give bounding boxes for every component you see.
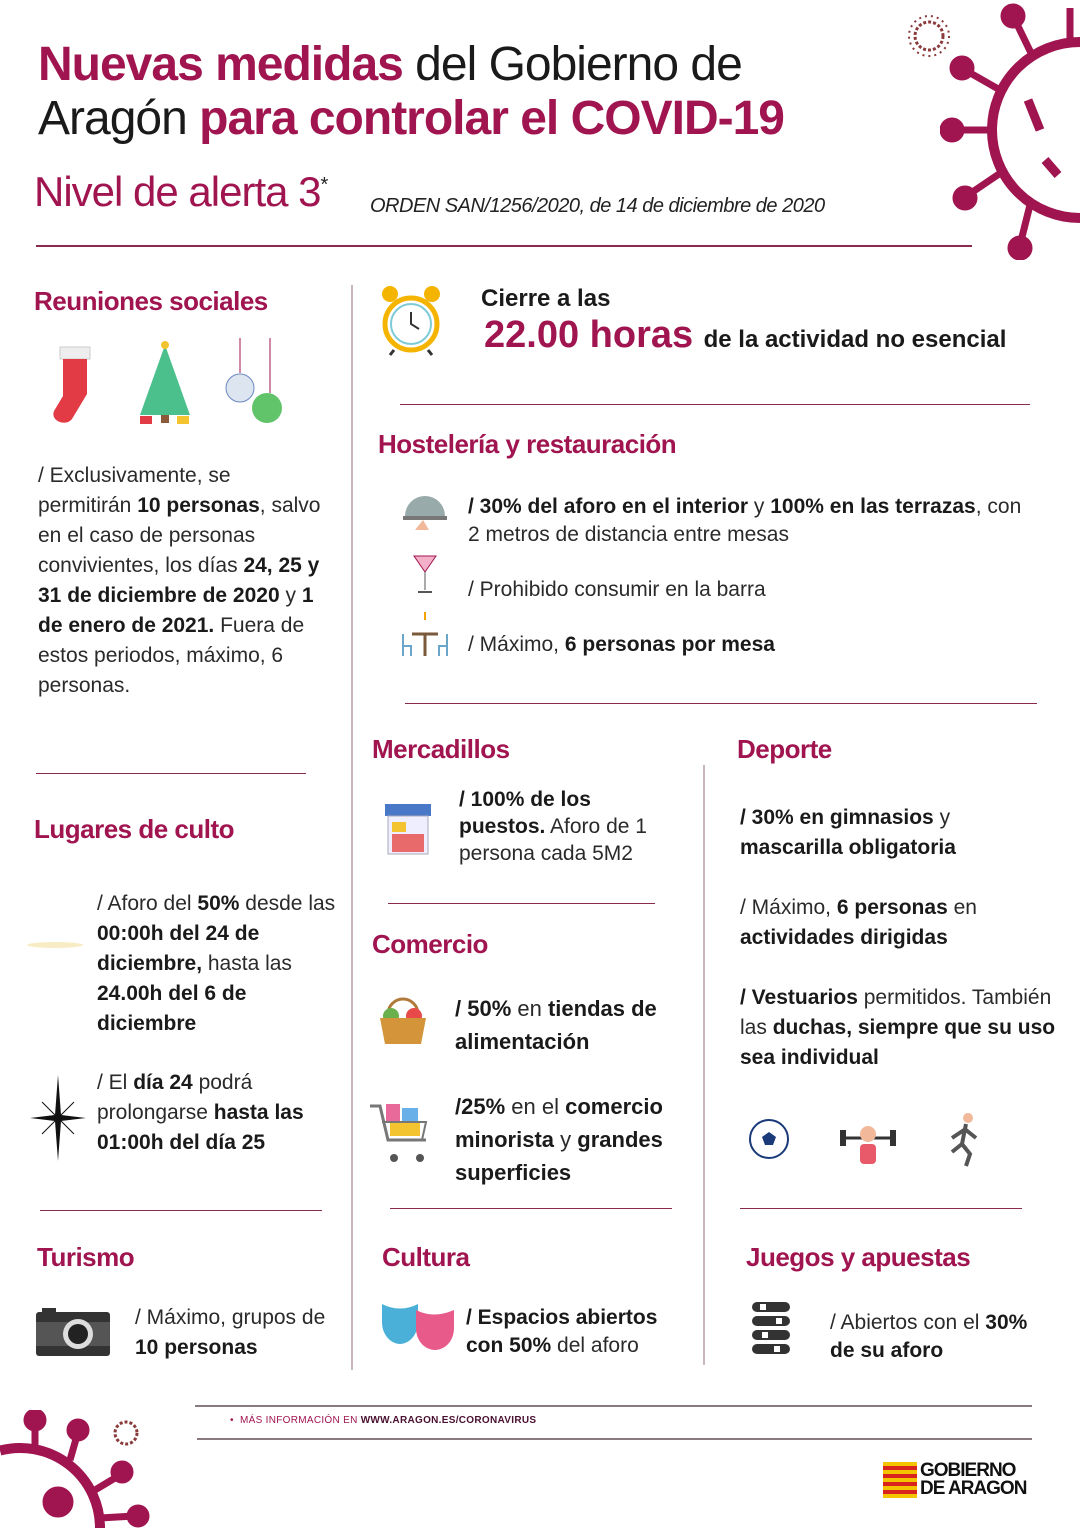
alert-level-text: Nivel de alerta 3 bbox=[34, 168, 321, 215]
theater-masks-icon bbox=[380, 1300, 456, 1352]
text: / Aforo del bbox=[97, 892, 198, 915]
text: / Máximo, bbox=[468, 633, 565, 656]
comercio-item-1 bbox=[455, 992, 695, 1058]
text: podrá prolongarse bbox=[97, 1071, 253, 1124]
stocking-icon bbox=[45, 345, 100, 425]
sparkle-icon bbox=[30, 1075, 86, 1161]
divider bbox=[405, 703, 1037, 704]
bold-text: comercio minorista bbox=[455, 1094, 663, 1152]
hosteleria-item-2 bbox=[468, 575, 1028, 605]
bold-text: tiendas de alimentación bbox=[455, 996, 657, 1054]
column-divider bbox=[351, 285, 353, 1370]
bold-text: 50% bbox=[197, 892, 240, 915]
bullet: • bbox=[230, 1415, 240, 1426]
bold-text: /25% bbox=[455, 1094, 506, 1119]
text: Aragón bbox=[38, 92, 200, 145]
text: en bbox=[947, 896, 977, 919]
bold-text: mascarilla obligatoria bbox=[740, 836, 956, 859]
bold-text: Nuevas medidas bbox=[38, 38, 403, 91]
text: del aforo bbox=[551, 1334, 639, 1357]
poker-chips-icon bbox=[748, 1300, 794, 1358]
cierre-line-1: Cierre a las bbox=[481, 285, 611, 312]
cocktail-icon bbox=[412, 552, 438, 594]
divider bbox=[388, 903, 655, 904]
bold-text: / 100% de los puestos. bbox=[459, 788, 591, 838]
text: desde las bbox=[239, 892, 336, 915]
title-line-2 bbox=[38, 92, 784, 146]
bold-text: 24, 25 y 31 de diciembre de 2020 bbox=[38, 554, 320, 607]
text: / Prohibido consumir en la barra bbox=[468, 578, 766, 601]
text: Fuera de estos periodos, máximo, 6 personas. bbox=[38, 614, 305, 697]
text: / El bbox=[97, 1071, 134, 1094]
bold-text: día 24 bbox=[133, 1071, 193, 1094]
title-line-1 bbox=[38, 38, 784, 92]
asterisk: * bbox=[320, 174, 328, 196]
bold-text: 10 personas bbox=[137, 494, 260, 517]
more-info bbox=[230, 1415, 536, 1426]
section-title-mercadillos: Mercadillos bbox=[372, 734, 510, 764]
bold-text: 1 de enero de 2021. bbox=[38, 584, 314, 637]
logo-line-1: GOBIERNO bbox=[920, 1460, 1016, 1481]
gobierno-aragon-logo bbox=[883, 1462, 1026, 1498]
bold-text: 6 personas bbox=[836, 896, 948, 919]
divider bbox=[36, 245, 972, 247]
bold-text: actividades dirigidas bbox=[740, 926, 948, 949]
text: / Abiertos con el bbox=[830, 1311, 986, 1334]
virus-icon bbox=[940, 0, 1080, 260]
hosteleria-item-3 bbox=[468, 630, 1028, 660]
text: / Máximo, bbox=[740, 896, 837, 919]
bold-text: 00:00h del 24 de diciembre, bbox=[97, 922, 260, 975]
text: en bbox=[511, 996, 548, 1021]
reuniones-text bbox=[38, 461, 323, 701]
turismo-text bbox=[135, 1303, 335, 1363]
divider bbox=[197, 1438, 1032, 1440]
market-stall-icon bbox=[383, 804, 433, 856]
section-title-turismo: Turismo bbox=[37, 1242, 135, 1272]
divider bbox=[400, 404, 1030, 405]
cierre-line-2 bbox=[484, 314, 1006, 357]
bold-text: 100% en las terrazas bbox=[770, 495, 976, 518]
bold-text: 6 personas por mesa bbox=[564, 633, 775, 656]
divider bbox=[36, 773, 306, 774]
small-virus-icon-bottom bbox=[108, 1415, 144, 1451]
bold-text: / 30% del aforo en el interior bbox=[468, 495, 749, 518]
deporte-item-1 bbox=[740, 803, 1040, 863]
cultura-text bbox=[466, 1304, 691, 1360]
text: / Máximo, grupos de bbox=[135, 1306, 326, 1329]
alert-level bbox=[34, 168, 327, 216]
comercio-item-2 bbox=[455, 1090, 700, 1189]
aragon-flag-icon bbox=[883, 1462, 917, 1498]
bold-text: duchas, siempre que su uso sea individual bbox=[740, 1016, 1056, 1069]
hosteleria-item-1 bbox=[468, 493, 1038, 549]
light-glow-icon bbox=[25, 930, 85, 960]
alarm-clock-icon bbox=[380, 284, 442, 356]
title bbox=[38, 38, 784, 146]
text: hasta las bbox=[202, 952, 292, 975]
runner-icon bbox=[942, 1112, 982, 1168]
text: en el bbox=[505, 1094, 566, 1119]
text: y bbox=[933, 806, 951, 829]
bold-text: 10 personas bbox=[135, 1336, 258, 1359]
small-virus-icon bbox=[905, 12, 953, 60]
text: y bbox=[554, 1127, 578, 1152]
christmas-tree-icon bbox=[135, 340, 195, 428]
deporte-item-3 bbox=[740, 983, 1060, 1073]
bold-text: grandes superficies bbox=[455, 1127, 663, 1185]
divider bbox=[195, 1405, 1032, 1407]
bold-text: 24.00h del 6 de diciembre bbox=[97, 982, 247, 1035]
bold-text: para controlar el COVID-19 bbox=[199, 92, 784, 145]
grocery-basket-icon bbox=[376, 992, 430, 1046]
section-title-cultura: Cultura bbox=[382, 1242, 470, 1272]
bold-text: hasta las 01:00h del día 25 bbox=[97, 1101, 304, 1154]
bold-text: / Vestuarios bbox=[740, 986, 858, 1009]
column-divider bbox=[703, 765, 705, 1365]
culto-text-1 bbox=[97, 889, 347, 1039]
section-title-culto: Lugares de culto bbox=[34, 814, 235, 844]
order-reference: ORDEN SAN/1256/2020, de 14 de diciembre de 2020 bbox=[370, 195, 825, 217]
weightlifter-icon bbox=[838, 1118, 898, 1166]
bold-text: / Espacios abiertos con 50% bbox=[466, 1306, 658, 1357]
section-title-deporte: Deporte bbox=[737, 734, 832, 764]
section-title-comercio: Comercio bbox=[372, 929, 488, 959]
section-title-reuniones: Reuniones sociales bbox=[34, 286, 268, 316]
bold-text: / 30% en gimnasios bbox=[740, 806, 934, 829]
text: y bbox=[279, 584, 302, 607]
soccer-ball-icon bbox=[748, 1118, 790, 1160]
text: permitidos. También las bbox=[740, 986, 1052, 1039]
juegos-text bbox=[830, 1309, 1030, 1365]
shopping-cart-icon bbox=[368, 1100, 434, 1166]
cierre-rest: de la actividad no esencial bbox=[703, 326, 1007, 353]
divider bbox=[390, 1208, 672, 1209]
deporte-item-2 bbox=[740, 893, 1040, 953]
table-chairs-icon bbox=[400, 612, 450, 658]
mercadillos-text bbox=[459, 786, 679, 867]
ornament-icon bbox=[225, 338, 285, 428]
camera-icon bbox=[36, 1308, 110, 1356]
text: y bbox=[748, 495, 771, 518]
logo-line-2: DE ARAGON bbox=[920, 1478, 1027, 1499]
cierre-time: 22.00 horas bbox=[484, 314, 694, 356]
serving-cloche-icon bbox=[403, 492, 447, 532]
divider bbox=[40, 1210, 322, 1211]
text: / Exclusivamente, se permitirán bbox=[38, 464, 231, 517]
section-title-juegos: Juegos y apuestas bbox=[746, 1242, 971, 1272]
section-title-hosteleria: Hostelería y restauración bbox=[378, 429, 677, 459]
text: , con 2 metros de distancia entre mesas bbox=[468, 495, 1022, 546]
info-prefix: MÁS INFORMACIÓN EN bbox=[239, 1415, 361, 1426]
divider bbox=[740, 1208, 1022, 1209]
text: del Gobierno de bbox=[402, 38, 742, 91]
info-link[interactable]: WWW.ARAGON.ES/CORONAVIRUS bbox=[360, 1415, 537, 1426]
text: , salvo en el caso de personas convivientes, los días bbox=[38, 494, 321, 577]
text: Aforo de 1 persona cada 5M2 bbox=[459, 815, 647, 865]
culto-text-2 bbox=[97, 1068, 342, 1158]
bold-text: 30% de su aforo bbox=[830, 1311, 1028, 1362]
bold-text: / 50% bbox=[455, 996, 512, 1021]
